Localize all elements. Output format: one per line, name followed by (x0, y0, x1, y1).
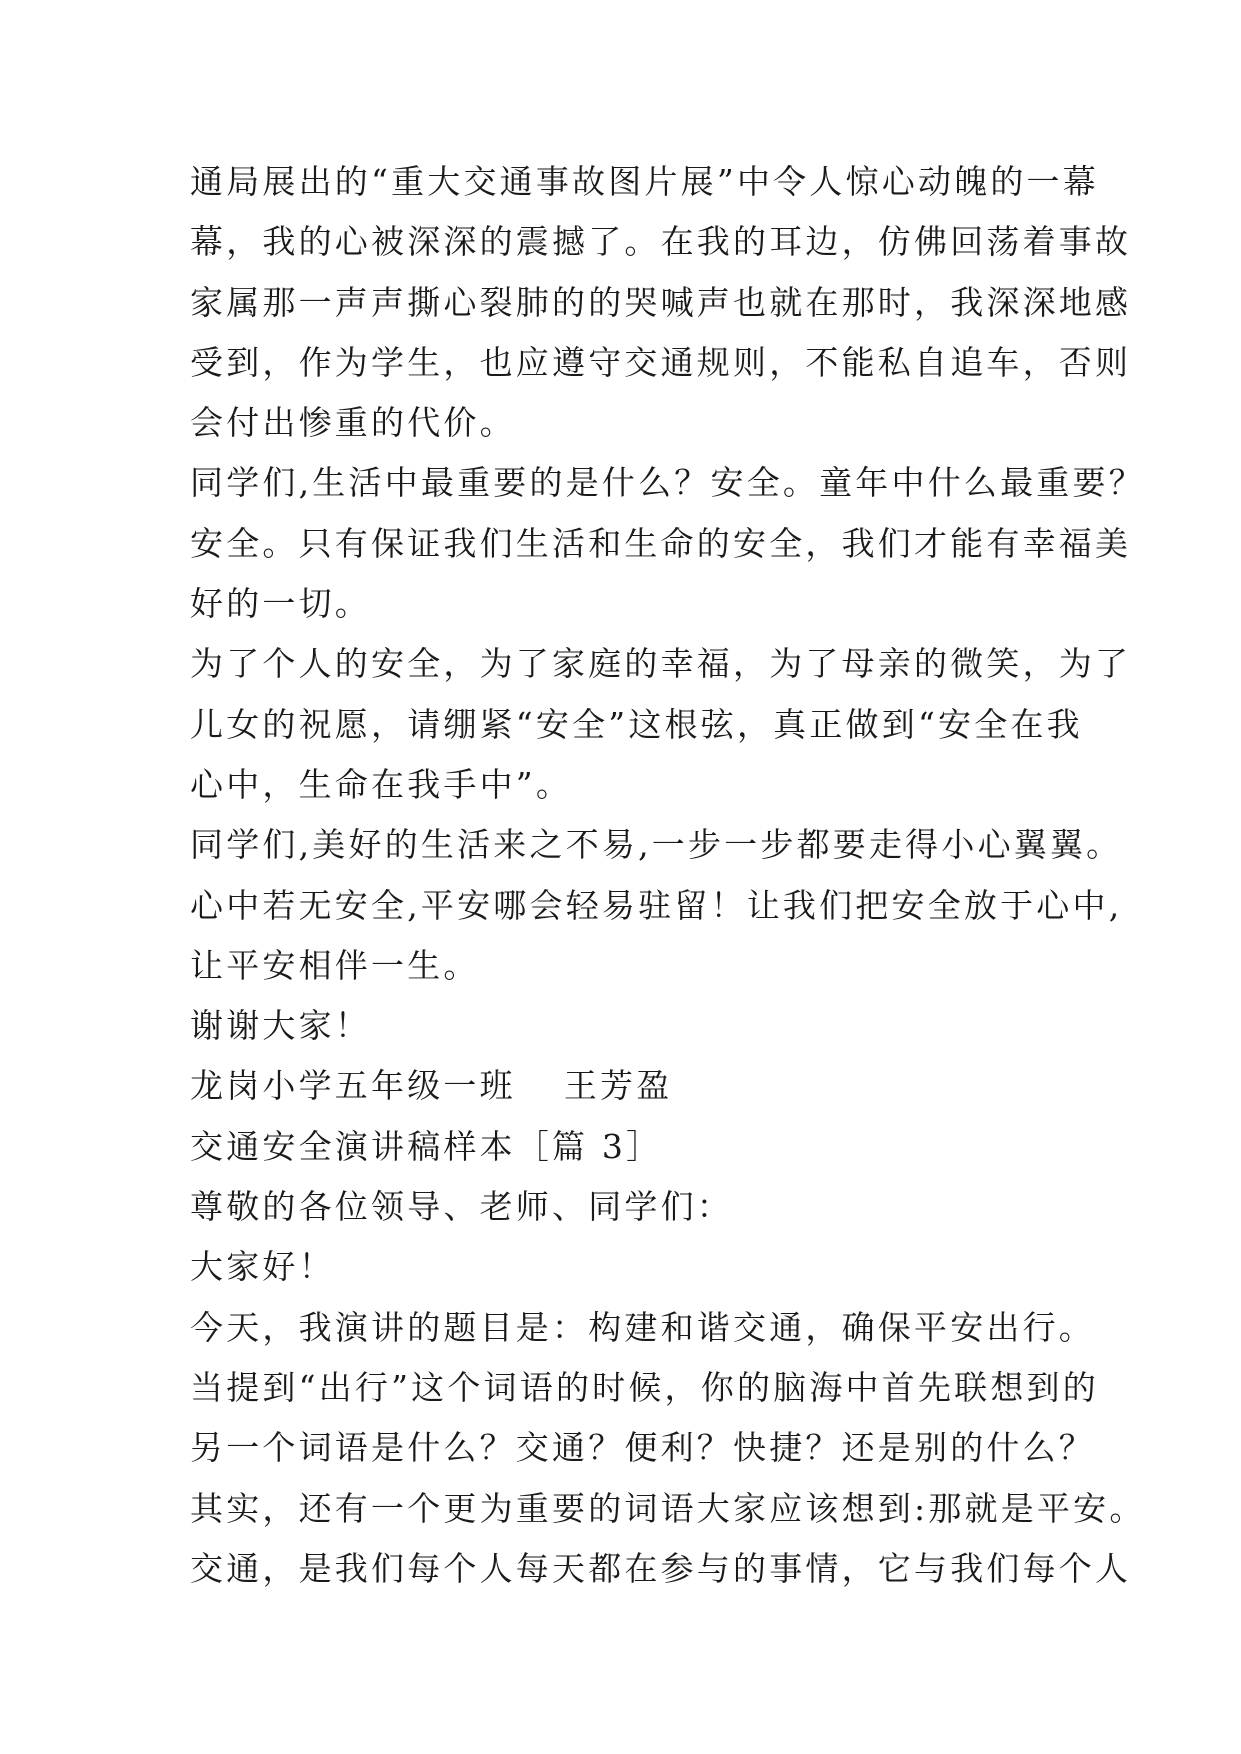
text-line: 好的一切。 (190, 584, 371, 624)
text-line: 当提到“出行”这个词语的时候，你的脑海中首先联想到的 (190, 1367, 1099, 1407)
text-line: 为了个人的安全，为了家庭的幸福，为了母亲的微笑，为了 (190, 644, 1132, 684)
text-line: 让平安相伴一生。 (190, 945, 480, 985)
text-line: 受到，作为学生，也应遵守交通规则，不能私自追车，否则 (190, 342, 1132, 382)
author-signature (190, 1056, 1060, 1116)
text-line: 今天，我演讲的题目是：构建和谐交通，确保平安出行。 (190, 1307, 1095, 1347)
text-line: 另一个词语是什么？交通？便利？快捷？还是别的什么？ (190, 1428, 1095, 1468)
text-line: 心中若无安全,平安哪会轻易驻留！让我们把安全放于心中, (190, 885, 1123, 925)
text-line: 幕，我的心被深深的震撼了。在我的耳边，仿佛回荡着事故 (190, 222, 1132, 262)
author-class: 龙岗小学五年级一班 (190, 1066, 516, 1106)
text-line: 同学们,生活中最重要的是什么？安全。童年中什么最重要？ (190, 463, 1145, 503)
text-line: 谢谢大家！ (190, 1006, 371, 1046)
text-line: 安全。只有保证我们生活和生命的安全，我们才能有幸福美 (190, 523, 1132, 563)
text-line: 其实，还有一个更为重要的词语大家应该想到:那就是平安。 (190, 1488, 1146, 1528)
text-line: 儿女的祝愿，请绷紧“安全”这根弦，真正做到“安全在我 (190, 704, 1083, 744)
greeting: 大家好！ (190, 1247, 335, 1287)
text-line: 交通，是我们每个人每天都在参与的事情，它与我们每个人 (190, 1548, 1132, 1588)
salutation: 尊敬的各位领导、老师、同学们： (190, 1187, 733, 1227)
text-line: 同学们,美好的生活来之不易,一步一步都要走得小心翼翼。 (190, 825, 1123, 865)
author-name: 王芳盈 (563, 1066, 673, 1106)
section-title: 交通安全演讲稿样本［篇 3］ (190, 1126, 663, 1166)
document-body (190, 152, 1146, 1599)
text-line: 通局展出的“重大交通事故图片展”中令人惊心动魄的一幕 (190, 162, 1099, 201)
text-line: 心中，生命在我手中”。 (190, 764, 573, 804)
text-line: 家属那一声声撕心裂肺的的哭喊声也就在那时，我深深地感 (190, 282, 1132, 322)
text-line: 会付出惨重的代价。 (190, 403, 516, 443)
